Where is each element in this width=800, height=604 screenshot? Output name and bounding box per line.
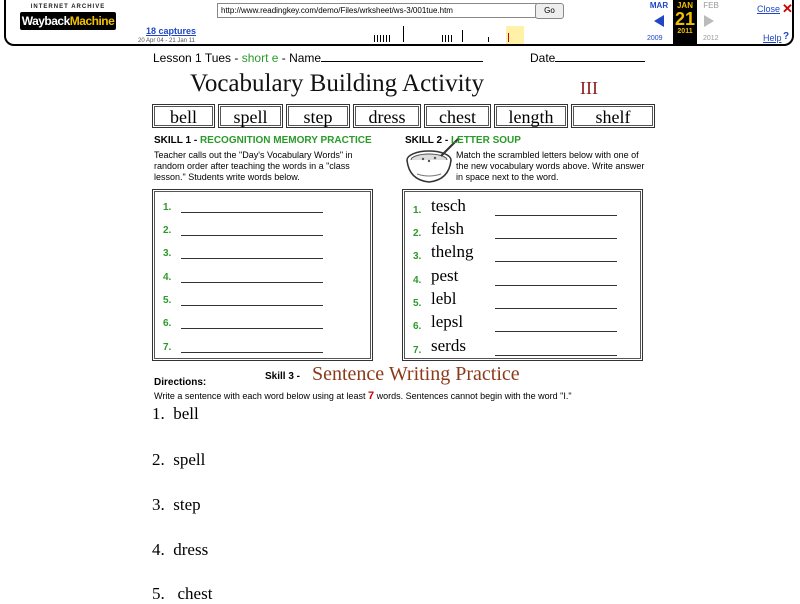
skill3-title: Sentence Writing Practice [312,363,520,385]
wayback-toolbar [4,0,794,46]
current-date [673,0,697,44]
close-link[interactable]: Close [757,4,781,14]
close-x-icon[interactable]: ✕ [782,1,793,16]
page-title: Vocabulary Building Activity [190,70,484,97]
capture-timeline[interactable] [216,24,636,44]
next-year-label: 2012 [703,35,719,42]
list-item: 2. felsh [413,219,617,239]
help-link[interactable]: Help [763,33,782,43]
go-button[interactable]: Go [535,3,564,19]
sentence-item: 4. dress [152,540,209,559]
current-month: JAN [676,1,693,10]
list-item: 7. serds [413,336,617,356]
directions-label: Directions: [154,377,207,388]
captures-link[interactable]: 18 captures [146,26,197,36]
skill2-heading: SKILL 2 - LETTER SOUP [405,135,521,146]
current-year: 2011 [677,28,693,35]
logo-main-text: WaybackMachine [21,14,115,28]
prev-year-link[interactable]: 2009 [647,35,663,42]
skill3-label: Skill 3 - [265,371,301,382]
vocabulary-words [152,104,658,128]
current-capture-marker [508,33,509,42]
list-item: 6. [163,318,323,329]
list-item: 5. lebl [413,289,617,309]
word-box: chest [424,104,491,128]
list-item: 3. [163,248,323,259]
sentence-item: 3. step [152,495,201,514]
skill1-heading: SKILL 1 - RECOGNITION MEMORY PRACTICE [154,135,372,146]
logo-top-text: INTERNET ARCHIVE [30,4,106,10]
word-box: shelf [571,104,655,128]
list-item: 7. [163,342,323,353]
skill3-directions: Write a sentence with each word below using at least 7 words. Sentences cannot begin with the word "I." [154,390,572,402]
list-item: 4. pest [413,266,617,286]
skill2-description: Match the scrambled letters below with one of the new vocabulary words above. Write answer in space next to the word. [456,150,645,182]
next-arrow-icon [704,15,714,27]
level-label: III [580,78,598,98]
list-item: 2. [163,225,323,236]
word-box: spell [218,104,283,128]
current-day: 21 [674,9,696,29]
date-line: Date [530,51,645,65]
list-item: 1. tesch [413,196,617,216]
sentence-item: 1. bell [152,404,199,423]
list-item: 3. thelng [413,242,617,262]
list-item: 4. [163,272,323,283]
question-icon[interactable]: ? [783,31,790,42]
word-box: bell [152,104,215,128]
list-item: 5. [163,295,323,306]
list-item: 6. lepsl [413,312,617,332]
word-box: step [286,104,350,128]
sentence-item: 2. spell [152,450,206,469]
list-item: 1. [163,202,323,213]
word-box: length [494,104,568,128]
wayback-logo[interactable] [20,4,116,38]
skill2-box [402,189,643,361]
word-box: dress [353,104,421,128]
next-month-label: FEB [703,1,719,10]
skill1-description: Teacher calls out the "Day's Vocabulary Words" in random order after teaching the words in a "class lesson." Students write words below. [154,150,353,182]
skill1-box [152,189,373,361]
capture-range: 20 Apr 04 - 21 Jan 11 [138,38,195,44]
sentence-item: 5. chest [152,584,213,603]
lesson-line: Lesson 1 Tues - short e - Name [153,51,483,65]
url-input[interactable]: http://www.readingkey.com/demo/Files/wrksheet/ws-3/001tue.htm [217,3,537,18]
prev-month-link[interactable]: MAR [649,1,669,10]
prev-arrow-icon[interactable] [654,15,664,27]
